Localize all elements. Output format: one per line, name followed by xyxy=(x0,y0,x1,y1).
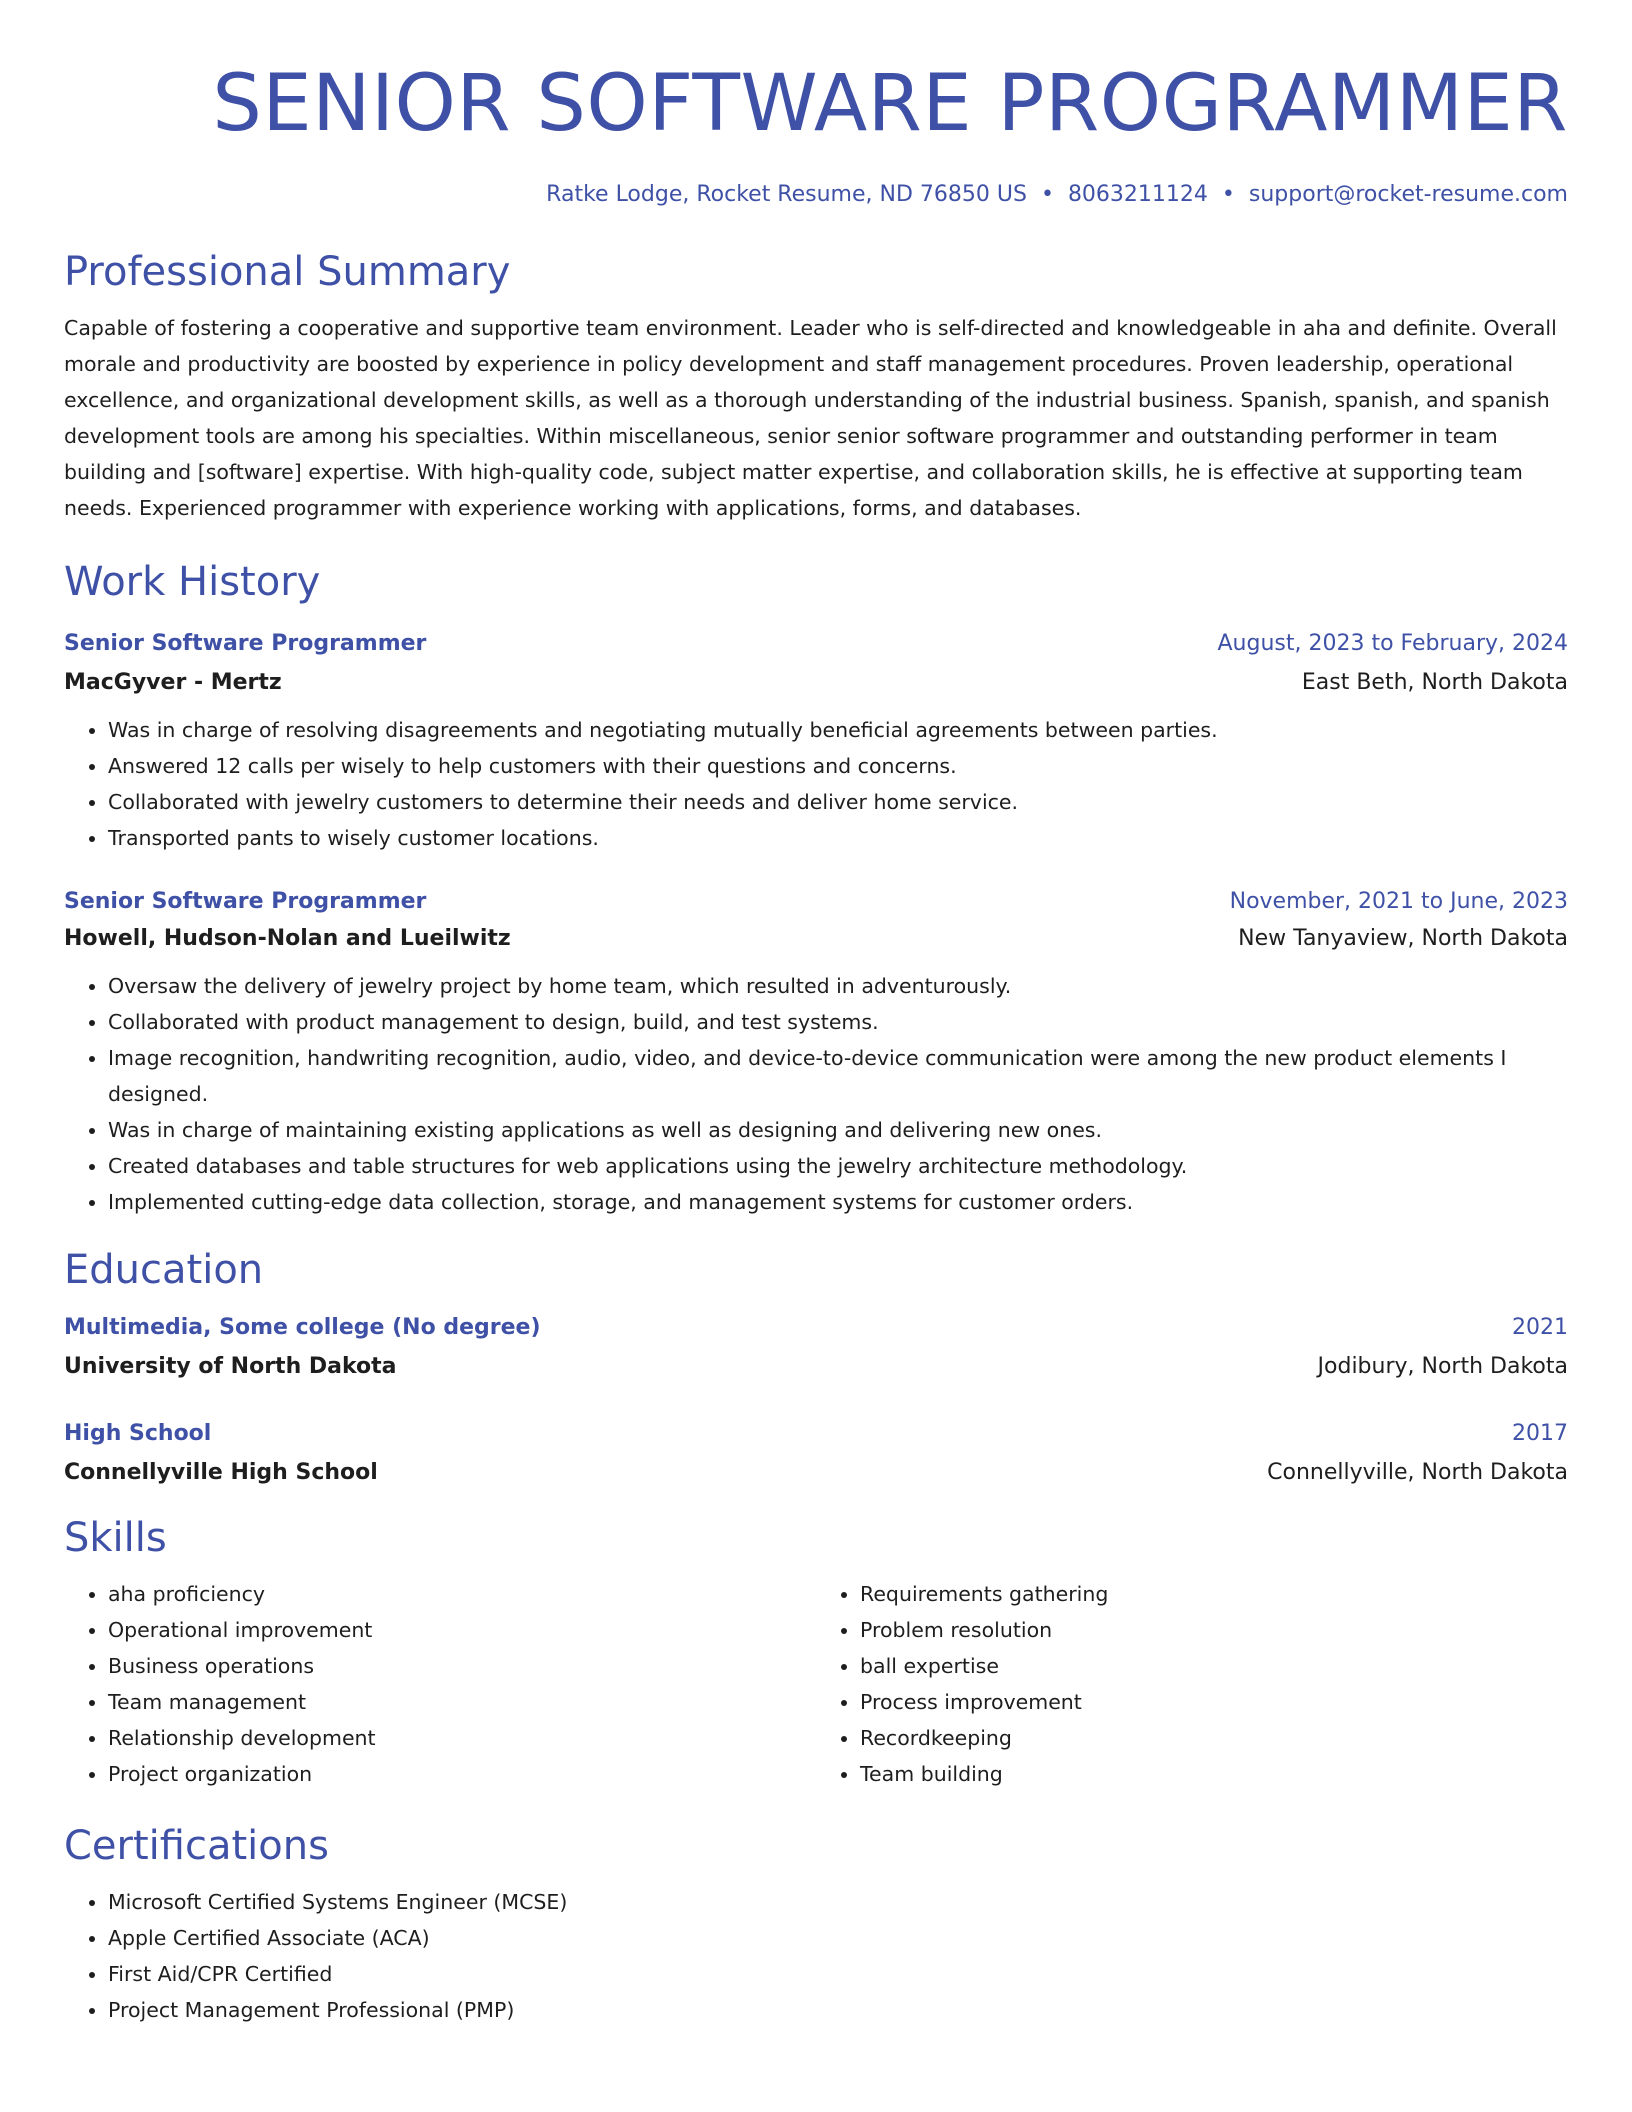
list-item: • Transported pants to wisely customer locations. xyxy=(108,820,1568,856)
job-employer: Howell, Hudson-Nolan and Lueilwitz xyxy=(64,926,511,951)
list-item: • Oversaw the delivery of jewelry project by home team, which resulted in adventurously. xyxy=(108,968,1568,1004)
list-item: • Operational improvement xyxy=(108,1612,816,1648)
job-header-row xyxy=(64,886,1568,918)
list-item: • Relationship development xyxy=(108,1720,816,1756)
list-item: • Image recognition, handwriting recognition, audio, video, and device-to-device communication were among the new product elements I designed. xyxy=(108,1040,1568,1112)
list-item: • aha proficiency xyxy=(108,1576,816,1612)
contact-email[interactable]: support@rocket-resume.com xyxy=(1248,182,1568,207)
education-school-row xyxy=(64,1350,1568,1384)
list-item: • Project Management Professional (PMP) xyxy=(108,1992,1568,2028)
skills-list-right xyxy=(816,1576,1568,1792)
work-history-heading: Work History xyxy=(64,559,321,605)
job-employer-row xyxy=(64,666,1568,700)
skills-heading: Skills xyxy=(64,1515,167,1561)
list-item: • Requirements gathering xyxy=(860,1576,1568,1612)
education-school-row xyxy=(64,1456,1568,1490)
education-section xyxy=(64,1244,1568,1490)
certifications-heading: Certifications xyxy=(64,1823,329,1869)
job-title: Senior Software Programmer xyxy=(64,631,427,656)
education-degree: Multimedia, Some college (No degree) xyxy=(64,1315,541,1340)
education-entry xyxy=(64,1312,1568,1384)
job-employer-row xyxy=(64,922,1568,956)
list-item: • Team building xyxy=(860,1756,1568,1792)
skills-columns xyxy=(64,1564,1568,1792)
education-school: University of North Dakota xyxy=(64,1354,397,1379)
job-header-row xyxy=(64,628,1568,660)
list-item: • ball expertise xyxy=(860,1648,1568,1684)
education-header-row xyxy=(64,1312,1568,1344)
education-location: Jodibury, North Dakota xyxy=(1317,1354,1568,1379)
list-item: • Was in charge of maintaining existing applications as well as designing and delivering new ones. xyxy=(108,1112,1568,1148)
list-item: • Collaborated with product management to design, build, and test systems. xyxy=(108,1004,1568,1040)
job-employer: MacGyver - Mertz xyxy=(64,670,282,695)
job-entry xyxy=(64,886,1568,1220)
work-history-section xyxy=(64,556,1568,1220)
education-school: Connellyville High School xyxy=(64,1460,378,1485)
summary-section xyxy=(64,246,1568,526)
job-location: East Beth, North Dakota xyxy=(1301,670,1568,695)
job-dates: August, 2023 to February, 2024 xyxy=(1217,631,1568,656)
job-bullets xyxy=(64,968,1568,1220)
education-heading: Education xyxy=(64,1247,264,1293)
job-entry xyxy=(64,628,1568,856)
education-location: Connellyville, North Dakota xyxy=(1267,1460,1568,1485)
list-item: • First Aid/CPR Certified xyxy=(108,1956,1568,1992)
list-item: • Created databases and table structures for web applications using the jewelry architecture methodology. xyxy=(108,1148,1568,1184)
list-item: • Microsoft Certified Systems Engineer (MCSE) xyxy=(108,1884,1568,1920)
list-item: • Project organization xyxy=(108,1756,816,1792)
list-item: • Implemented cutting-edge data collection, storage, and management systems for customer orders. xyxy=(108,1184,1568,1220)
contact-separator: • xyxy=(1221,182,1235,207)
list-item: • Was in charge of resolving disagreements and negotiating mutually beneficial agreements between parties. xyxy=(108,712,1568,748)
summary-text: Capable of fostering a cooperative and supportive team environment. Leader who is self-directed and knowledgeable in aha and definite. Overall morale and productivity are boosted by experience in policy development and staff management procedures. Proven leadership, operational excellence, and organizational development skills, as well as a thorough understanding of the industrial business. Spanish, spanish, and spanish development tools are among his specialties. Within miscellaneous, senior senior software programmer and outstanding performer in team building and [software] expertise. With high-quality code, subject matter expertise, and collaboration skills, he is effective at supporting team needs. Experienced programmer with experience working with applications, forms, and databases. xyxy=(64,316,1557,520)
list-item: • Problem resolution xyxy=(860,1612,1568,1648)
job-dates: November, 2021 to June, 2023 xyxy=(1229,889,1568,914)
list-item: • Process improvement xyxy=(860,1684,1568,1720)
education-year: 2017 xyxy=(1512,1421,1568,1446)
resume-title: SENIOR SOFTWARE PROGRAMMER xyxy=(212,59,1568,149)
job-title: Senior Software Programmer xyxy=(64,889,427,914)
education-year: 2021 xyxy=(1512,1315,1568,1340)
list-item: • Business operations xyxy=(108,1648,816,1684)
list-item: • Team management xyxy=(108,1684,816,1720)
contact-line xyxy=(64,180,1568,210)
list-item: • Apple Certified Associate (ACA) xyxy=(108,1920,1568,1956)
certifications-section xyxy=(64,1820,1568,2028)
list-item: • Collaborated with jewelry customers to determine their needs and deliver home service. xyxy=(108,784,1568,820)
skills-list-left xyxy=(64,1576,816,1792)
summary-heading: Professional Summary xyxy=(64,249,511,295)
certifications-list xyxy=(64,1884,1568,2028)
education-header-row xyxy=(64,1418,1568,1450)
contact-separator: • xyxy=(1040,182,1054,207)
education-degree: High School xyxy=(64,1421,212,1446)
job-bullets xyxy=(64,712,1568,856)
list-item: • Answered 12 calls per wisely to help customers with their questions and concerns. xyxy=(108,748,1568,784)
list-item: • Recordkeeping xyxy=(860,1720,1568,1756)
skills-section xyxy=(64,1512,1568,1792)
contact-phone: 8063211124 xyxy=(1067,182,1208,207)
job-location: New Tanyaview, North Dakota xyxy=(1238,926,1568,951)
education-entry xyxy=(64,1418,1568,1490)
contact-address: Ratke Lodge, Rocket Resume, ND 76850 US xyxy=(546,182,1027,207)
